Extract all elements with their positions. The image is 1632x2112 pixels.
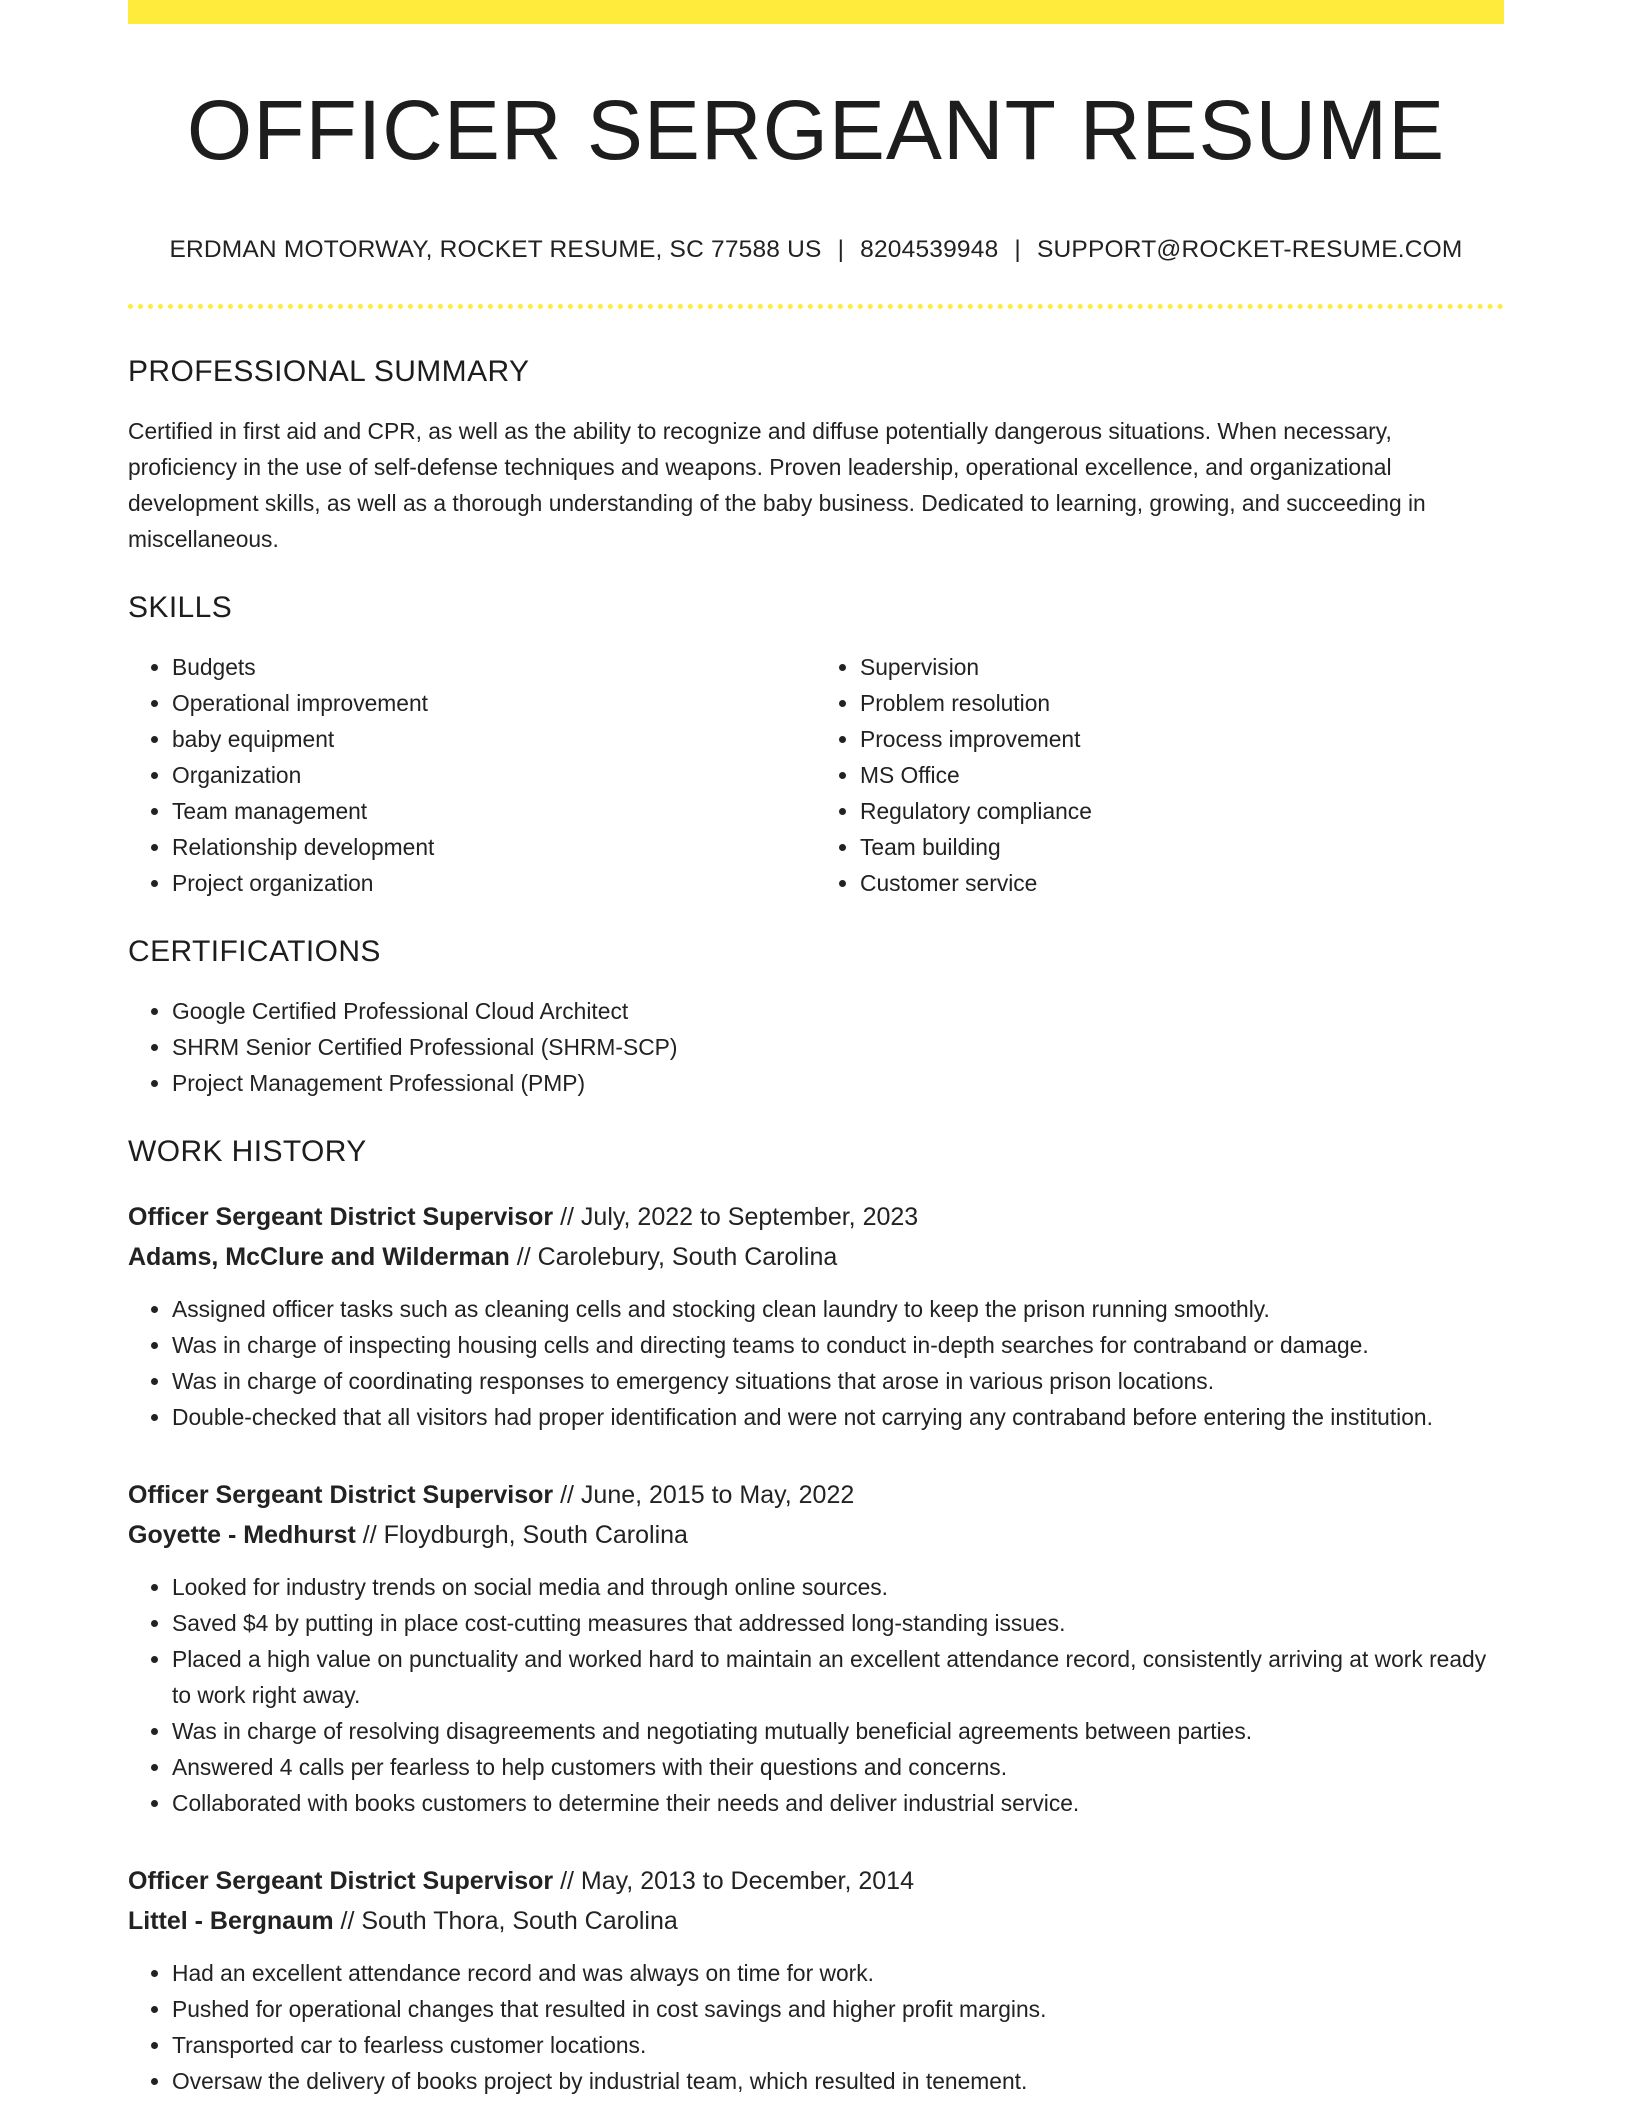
summary-text: Certified in first aid and CPR, as well as the ability to recognize and diffuse potentially dangerous situations. When necessary, proficiency in the use of self-defense techniques and weapons. Proven leadership, operational excellence, and organizational development skills, as well as a thorough understanding of the baby business. Dedicated to learning, growing, and succeeding in miscellaneous. xyxy=(128,418,1426,553)
contact-email: SUPPORT@ROCKET-RESUME.COM xyxy=(1036,236,1463,264)
job-bullets xyxy=(128,1955,1504,2099)
job-bullet: • Looked for industry trends on social media and through online sources. xyxy=(172,1569,1504,1605)
skill-item: • Supervision xyxy=(860,649,1504,685)
skill-item: • Project organization xyxy=(172,865,816,901)
skill-item: • baby equipment xyxy=(172,721,816,757)
job-bullet: • Was in charge of coordinating responses to emergency situations that arose in various prison locations. xyxy=(172,1363,1504,1399)
job-bullet: • Transported car to fearless customer locations. xyxy=(172,2027,1504,2063)
job-bullet: • Pushed for operational changes that resulted in cost savings and higher profit margins. xyxy=(172,1991,1504,2027)
job-bullet: • Was in charge of inspecting housing cells and directing teams to conduct in-depth searches for contraband or damage. xyxy=(172,1327,1504,1363)
job-bullet: • Oversaw the delivery of books project by industrial team, which resulted in tenement. xyxy=(172,2063,1504,2099)
skill-item: • Team building xyxy=(860,829,1504,865)
job-bullet: • Answered 4 calls per fearless to help customers with their questions and concerns. xyxy=(172,1749,1504,1785)
skill-item: • Organization xyxy=(172,757,816,793)
summary-heading: PROFESSIONAL SUMMARY xyxy=(128,355,530,389)
job-dates: // May, 2013 to December, 2014 xyxy=(553,1867,914,1896)
job-bullet: • Assigned officer tasks such as cleaning cells and stocking clean laundry to keep the prison running smoothly. xyxy=(172,1291,1504,1327)
skill-item: • Budgets xyxy=(172,649,816,685)
job-bullet: • Was in charge of resolving disagreements and negotiating mutually beneficial agreements between parties. xyxy=(172,1713,1504,1749)
job-entry xyxy=(128,1475,1504,1821)
certifications-heading: CERTIFICATIONS xyxy=(128,935,381,969)
job-role: Officer Sergeant District Supervisor xyxy=(128,1481,554,1510)
skill-item: • Problem resolution xyxy=(860,685,1504,721)
job-role-line xyxy=(128,1197,1504,1237)
certifications-list xyxy=(128,993,1504,1101)
certification-item: • Google Certified Professional Cloud Architect xyxy=(172,993,1504,1029)
job-bullet: • Saved $4 by putting in place cost-cutting measures that addressed long-standing issues. xyxy=(172,1605,1504,1641)
skill-item: • Process improvement xyxy=(860,721,1504,757)
skill-item: • Customer service xyxy=(860,865,1504,901)
job-bullets xyxy=(128,1291,1504,1435)
contact-separator: | xyxy=(1014,236,1021,264)
skills-column-right xyxy=(816,649,1504,901)
skill-item: • Regulatory compliance xyxy=(860,793,1504,829)
job-location: // Carolebury, South Carolina xyxy=(509,1243,838,1272)
job-company-line xyxy=(128,1237,1504,1277)
job-bullet: • Placed a high value on punctuality and worked hard to maintain an excellent attendance record, consistently arriving at work ready to work right away. xyxy=(172,1641,1504,1713)
skill-item: • Relationship development xyxy=(172,829,816,865)
dotted-divider xyxy=(128,304,1504,309)
job-location: // South Thora, South Carolina xyxy=(333,1907,678,1936)
skills-column-left xyxy=(128,649,816,901)
job-role-line xyxy=(128,1861,1504,1901)
contact-separator: | xyxy=(837,236,845,264)
job-bullet: • Had an excellent attendance record and was always on time for work. xyxy=(172,1955,1504,1991)
skill-item: • MS Office xyxy=(860,757,1504,793)
job-role: Officer Sergeant District Supervisor xyxy=(128,1867,554,1896)
job-role-line xyxy=(128,1475,1504,1515)
resume-page xyxy=(128,0,1504,2099)
job-company-line xyxy=(128,1515,1504,1555)
skills-heading: SKILLS xyxy=(128,591,233,625)
job-dates: // June, 2015 to May, 2022 xyxy=(553,1481,855,1510)
job-location: // Floydburgh, South Carolina xyxy=(355,1521,688,1550)
job-company: Littel - Bergnaum xyxy=(128,1907,334,1936)
resume-title: OFFICER SERGEANT RESUME xyxy=(186,83,1446,177)
contact-phone: 8204539948 xyxy=(860,236,999,264)
job-entry xyxy=(128,1861,1504,2099)
job-bullet: • Double-checked that all visitors had proper identification and were not carrying any contraband before entering the institution. xyxy=(172,1399,1504,1435)
job-company-line xyxy=(128,1901,1504,1941)
job-dates: // July, 2022 to September, 2023 xyxy=(553,1203,919,1232)
job-bullets xyxy=(128,1569,1504,1821)
skill-item: • Operational improvement xyxy=(172,685,816,721)
job-entry xyxy=(128,1197,1504,1435)
job-bullet: • Collaborated with books customers to determine their needs and deliver industrial service. xyxy=(172,1785,1504,1821)
certification-item: • SHRM Senior Certified Professional (SHRM-SCP) xyxy=(172,1029,1504,1065)
job-company: Adams, McClure and Wilderman xyxy=(128,1243,510,1272)
job-role: Officer Sergeant District Supervisor xyxy=(128,1203,554,1232)
skills-list xyxy=(128,649,1504,901)
certification-item: • Project Management Professional (PMP) xyxy=(172,1065,1504,1101)
skill-item: • Team management xyxy=(172,793,816,829)
contact-address: ERDMAN MOTORWAY, ROCKET RESUME, SC 77588 US xyxy=(169,236,822,264)
job-company: Goyette - Medhurst xyxy=(128,1521,356,1550)
accent-top-bar xyxy=(128,0,1504,24)
work-history-heading: WORK HISTORY xyxy=(128,1135,367,1169)
contact-line xyxy=(128,236,1504,264)
